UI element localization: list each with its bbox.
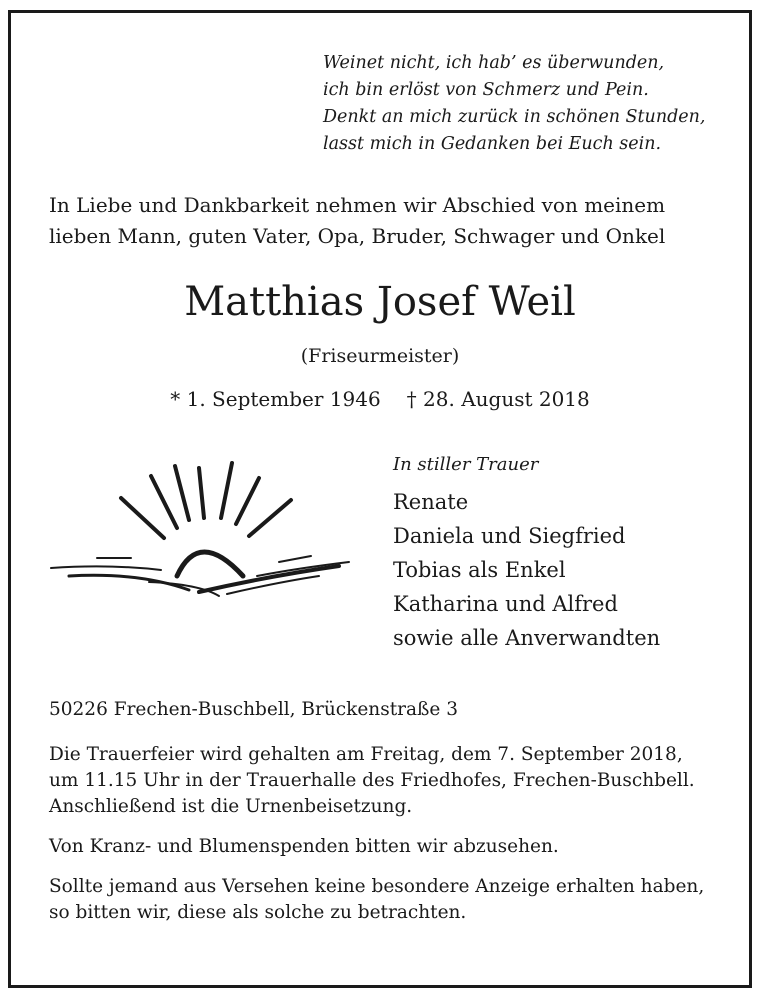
poem-line: ich bin erlöst von Schmerz und Pein. <box>323 80 649 100</box>
poem-line: Denkt an mich zurück in schönen Stunden, <box>323 107 706 127</box>
obituary-frame <box>8 10 752 988</box>
ceremony-line: Anschließend ist die Urnenbeisetzung. <box>49 796 413 817</box>
deceased-profession: (Friseurmeister) <box>300 345 460 367</box>
sunset-icon <box>49 458 359 598</box>
mourner-name: sowie alle Anverwandten <box>393 626 661 650</box>
closing-line: so bitten wir, diese als solche zu betrachten. <box>49 902 467 923</box>
mourner-name: Tobias als Enkel <box>393 558 566 582</box>
poem-line: Weinet nicht, ich hab’ es überwunden, <box>323 53 665 73</box>
closing-note <box>49 874 719 926</box>
mourner-name: Katharina und Alfred <box>393 592 618 616</box>
ceremony-line: um 11.15 Uhr in der Trauerhalle des Friedhofes, Frechen-Buschbell. <box>49 770 695 791</box>
intro-line: In Liebe und Dankbarkeit nehmen wir Abschied von meinem <box>49 193 666 217</box>
poem-line: lasst mich in Gedanken bei Euch sein. <box>323 134 662 154</box>
intro-line: lieben Mann, guten Vater, Opa, Bruder, Schwager und Onkel <box>49 224 666 248</box>
mourner-name: Daniela und Siegfried <box>393 524 626 548</box>
life-dates <box>11 385 749 413</box>
birth-date: * 1. September 1946 <box>170 387 381 411</box>
mourner-name: Renate <box>393 490 469 514</box>
address: 50226 Frechen-Buschbell, Brückenstraße 3 <box>49 699 458 720</box>
details <box>49 697 719 926</box>
deceased-name: Matthias Josef Weil <box>184 279 576 325</box>
ceremony-line: Die Trauerfeier wird gehalten am Freitag, dem 7. September 2018, <box>49 744 683 765</box>
closing-line: Sollte jemand aus Versehen keine besondere Anzeige erhalten haben, <box>49 876 705 897</box>
mourners <box>393 451 660 655</box>
poem <box>323 50 705 158</box>
death-date: † 28. August 2018 <box>406 387 590 411</box>
flowers-note: Von Kranz- und Blumenspenden bitten wir abzusehen. <box>49 836 559 857</box>
intro-text <box>49 190 665 252</box>
ceremony-info <box>49 742 719 820</box>
mourners-lead: In stiller Trauer <box>393 454 539 475</box>
